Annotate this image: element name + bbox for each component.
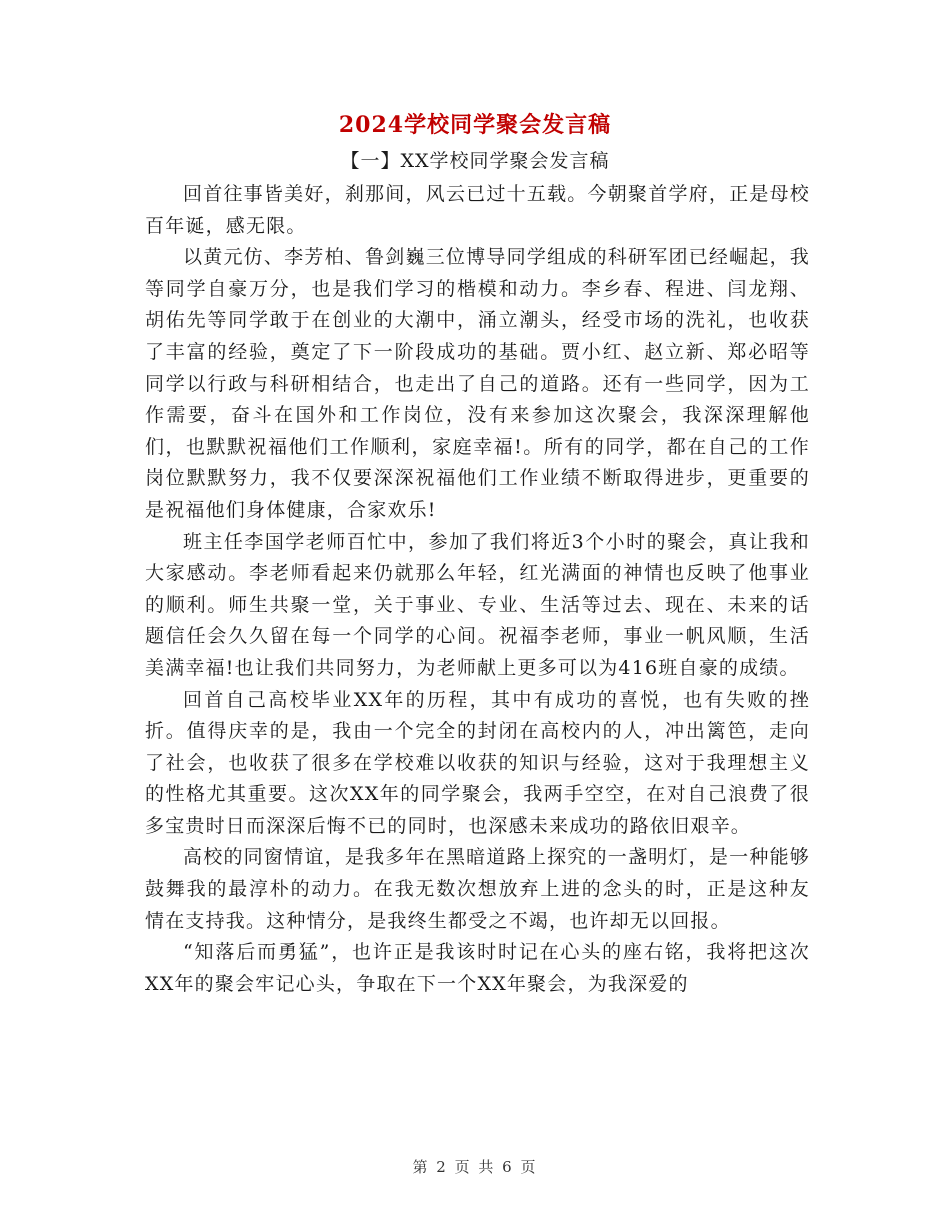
page-number-footer: 第 2 页 共 6 页 <box>412 1158 538 1176</box>
paragraph: 以黄元仿、李芳柏、鲁剑巍三位博导同学组成的科研军团已经崛起，我等同学自豪万分，也是我们学习的楷模和动力。李乡春、程进、闫龙翔、胡佑先等同学敢于在创业的大潮中，涌立潮头，经受市场的洗礼，也收获了丰富的经验，奠定了下一阶段成功的基础。贾小红、赵立新、郑必昭等同学以行政与科研相结合，也走出了自己的道路。还有一些同学，因为工作需要，奋斗在国外和工作岗位，没有来参加这次聚会，我深深理解他们，也默默祝福他们工作顺利，家庭幸福!。所有的同学，都在自己的工作岗位默默努力，我不仅要深深祝福他们工作业绩不断取得进步，更重要的是祝福他们身体健康，合家欢乐! <box>145 246 810 521</box>
section-heading: 【一】XX学校同学聚会发言稿 <box>340 150 610 172</box>
paragraph: 回首往事皆美好，刹那间，风云已过十五载。今朝聚首学府，正是母校百年诞，感无限。 <box>145 183 810 237</box>
paragraph: “知落后而勇猛”，也许正是我该时时记在心头的座右铭，我将把这次XX年的聚会牢记心头，争取在下一个XX年聚会，为我深爱的 <box>145 941 810 995</box>
document-body <box>145 179 810 1000</box>
paragraph: 班主任李国学老师百忙中，参加了我们将近3个小时的聚会，真让我和大家感动。李老师看起来仍就那么年轻，红光满面的神情也反映了他事业的顺利。师生共聚一堂，关于事业、专业、生活等过去、现在、未来的话题信任会久久留在每一个同学的心间。祝福李老师，事业一帆风顺，生活美满幸福!也让我们共同努力，为老师献上更多可以为416班自豪的成绩。 <box>145 530 810 679</box>
paragraph: 高校的同窗情谊，是我多年在黑暗道路上探究的一盏明灯，是一种能够鼓舞我的最淳朴的动力。在我无数次想放弃上进的念头的时，正是这种友情在支持我。这种情分，是我终生都受之不竭，也许却无以回报。 <box>145 846 810 932</box>
paragraph: 回首自己高校毕业XX年的历程，其中有成功的喜悦，也有失败的挫折。值得庆幸的是，我由一个完全的封闭在高校内的人，冲出篱笆，走向了社会，也收获了很多在学校难以收获的知识与经验，这对于我理想主义的性格尤其重要。这次XX年的同学聚会，我两手空空，在对自己浪费了很多宝贵时日而深深后悔不已的同时，也深感未来成功的路依旧艰辛。 <box>145 688 810 837</box>
document-title: 2024学校同学聚会发言稿 <box>338 112 612 138</box>
